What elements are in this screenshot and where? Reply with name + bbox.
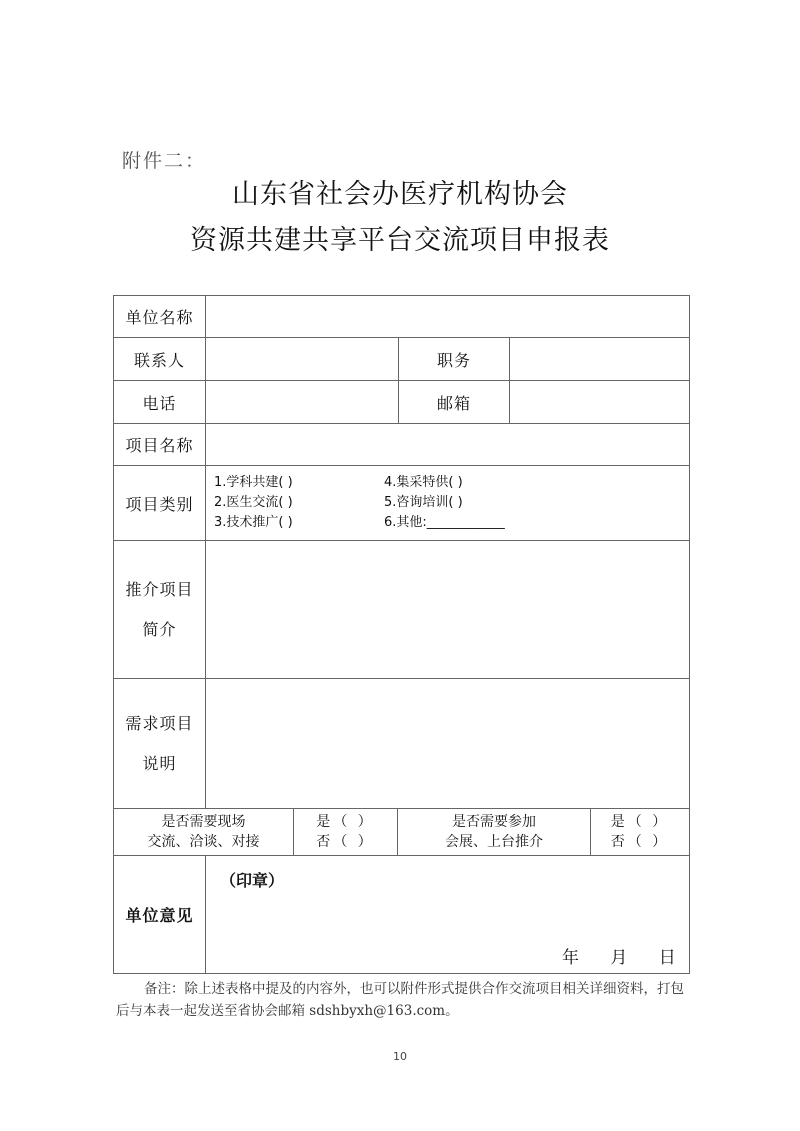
title-line-1: 山东省社会办医疗机构协会 <box>232 179 568 210</box>
intro-label <box>113 540 206 679</box>
category-option-3[interactable]: 3.技术推广( ) <box>214 515 293 530</box>
expo-label <box>397 808 591 856</box>
category-options <box>205 465 690 541</box>
date-text: 年 月 日 <box>562 948 676 968</box>
category-option-5[interactable]: 5.咨询培训( ) <box>384 495 463 510</box>
contact-field[interactable] <box>205 337 399 381</box>
onsite-label <box>113 808 294 856</box>
title-line-2: 资源共建共享平台交流项目申报表 <box>190 225 610 256</box>
category-option-6[interactable]: 6.其他:____________ <box>384 515 505 530</box>
expo-no-option[interactable]: 否（ ） <box>610 834 670 850</box>
unit-name-label: 单位名称 <box>113 295 206 338</box>
project-name-field[interactable] <box>205 423 690 466</box>
expo-label-line1: 是否需要参加 <box>452 814 536 830</box>
demand-label-line1: 需求项目 <box>125 713 194 733</box>
project-name-label: 项目名称 <box>113 423 206 466</box>
demand-label-line2: 说明 <box>142 753 177 773</box>
intro-field[interactable] <box>205 540 690 679</box>
demand-field[interactable] <box>205 678 690 809</box>
intro-label-line1: 推介项目 <box>125 579 194 599</box>
footnote: 备注：除上述表格中提及的内容外，也可以附件形式提供合作交流项目相关详细资料，打包后与本表一起发送至省协会邮箱 sdshbyxh@163.com。 <box>116 981 684 1019</box>
onsite-no-option[interactable]: 否（ ） <box>316 834 375 850</box>
expo-yes-option[interactable]: 是（ ） <box>610 814 670 830</box>
expo-label-line2: 会展、上台推介 <box>445 834 543 850</box>
onsite-label-line2: 交流、洽谈、对接 <box>147 834 260 850</box>
category-option-4[interactable]: 4.集采特供( ) <box>384 475 463 490</box>
onsite-label-line1: 是否需要现场 <box>161 814 246 830</box>
phone-label: 电话 <box>113 380 206 424</box>
demand-label <box>113 678 206 809</box>
email-field[interactable] <box>509 380 690 424</box>
email-label: 邮箱 <box>398 380 510 424</box>
contact-label: 联系人 <box>113 337 206 381</box>
position-label: 职务 <box>398 337 510 381</box>
category-option-1[interactable]: 1.学科共建( ) <box>214 475 293 490</box>
category-label: 项目类别 <box>113 465 206 541</box>
opinion-label: 单位意见 <box>113 855 206 974</box>
position-field[interactable] <box>509 337 690 381</box>
page-number: 10 <box>393 1050 407 1063</box>
attachment-label: 附件二： <box>122 150 207 172</box>
intro-label-line2: 简介 <box>142 619 177 639</box>
phone-field[interactable] <box>205 380 399 424</box>
seal-text: （印章） <box>220 871 285 890</box>
onsite-yes-option[interactable]: 是（ ） <box>316 814 375 830</box>
unit-name-field[interactable] <box>205 295 690 338</box>
expo-choice <box>590 808 690 856</box>
onsite-choice <box>293 808 398 856</box>
category-option-2[interactable]: 2.医生交流( ) <box>214 495 293 510</box>
